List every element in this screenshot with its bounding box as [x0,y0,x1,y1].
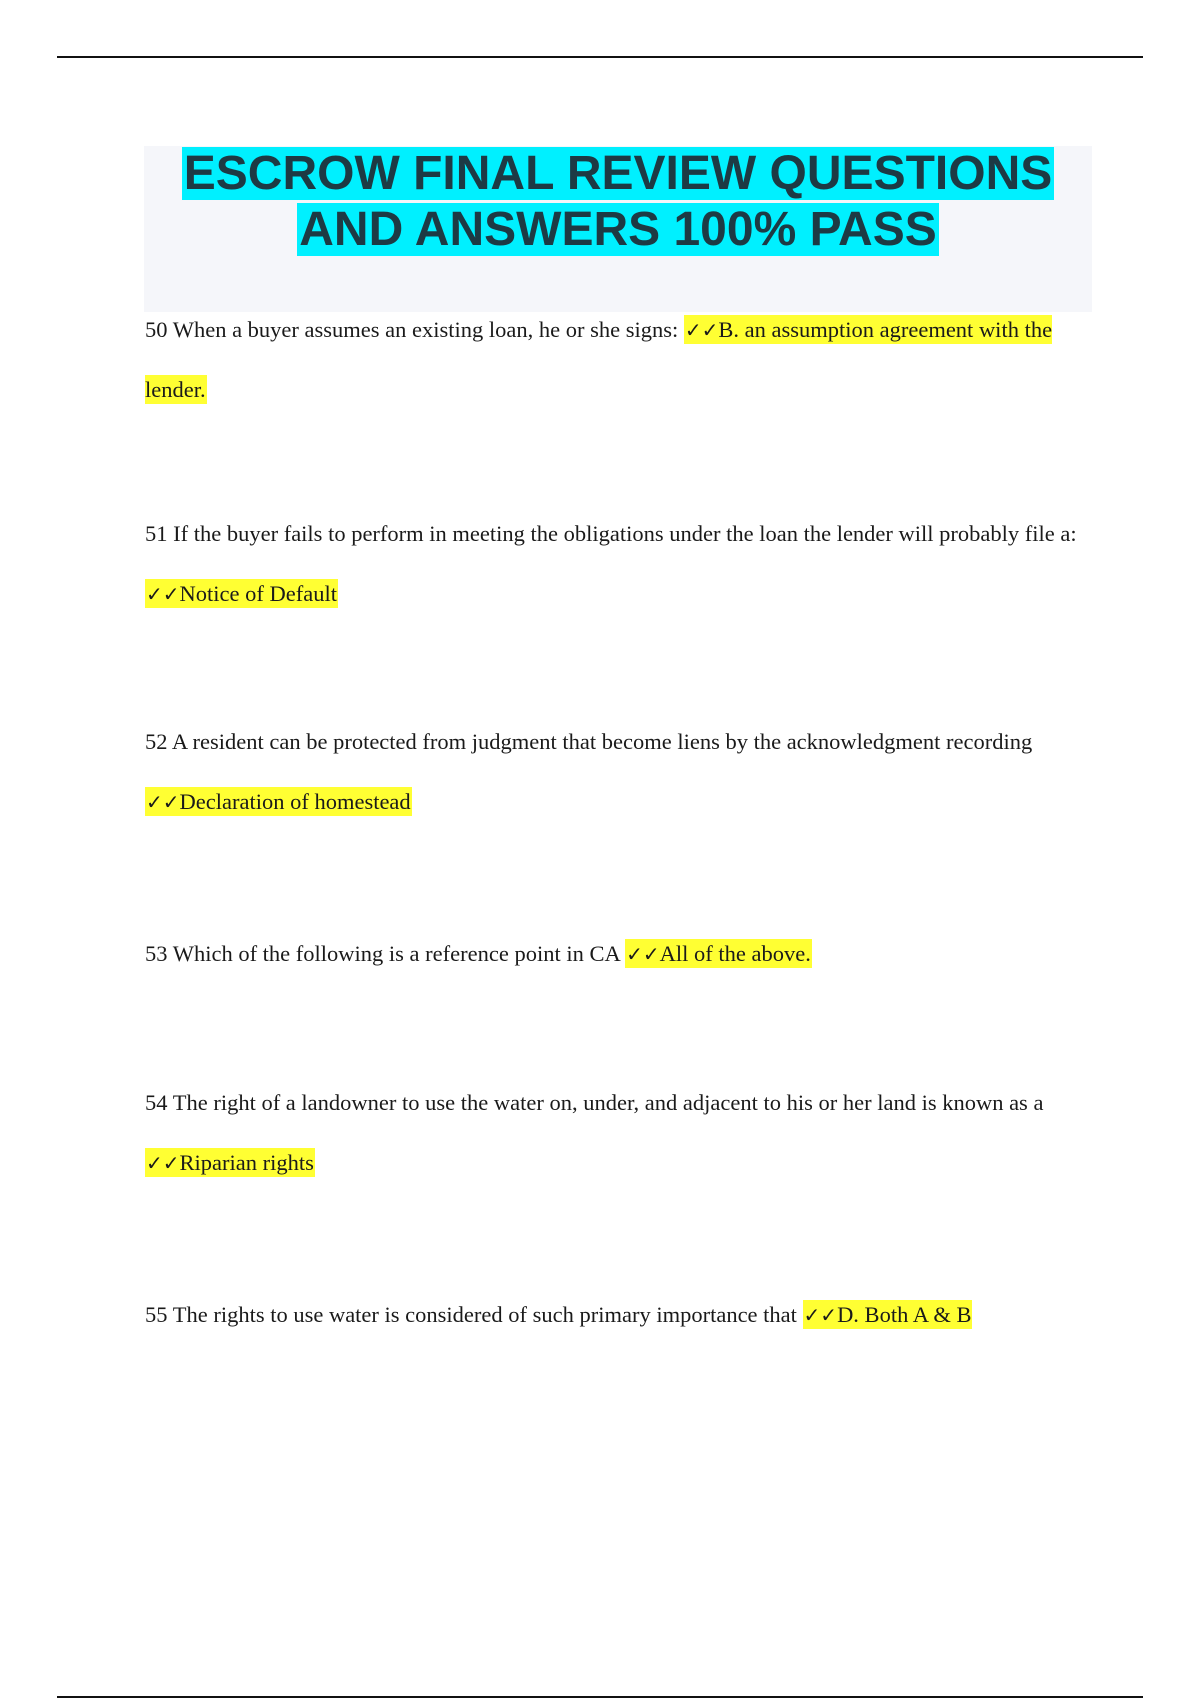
answer-highlight [803,1300,973,1329]
qa-item-55 [145,1285,1095,1345]
answer-text: D. Both A & B [837,1302,972,1327]
title-line-2: AND ANSWERS 100% PASS [299,203,937,256]
answer-highlight [625,939,812,968]
qa-item-52 [145,712,1095,832]
title-line-1: ESCROW FINAL REVIEW QUESTIONS [183,147,1053,200]
question-text: 55 The rights to use water is considered of such primary importance that [145,1302,797,1327]
double-check-icon: ✓✓ [626,942,660,966]
question-text: 51 If the buyer fails to perform in meeting the obligations under the loan the lender will probably file a: [145,521,1077,546]
qa-item-54 [145,1073,1095,1193]
answer-text: All of the above. [659,941,811,966]
top-rule [57,56,1143,58]
double-check-icon: ✓✓ [803,1303,838,1327]
bottom-rule [57,1696,1143,1698]
double-check-icon: ✓✓ [146,582,180,606]
document-title [144,146,1092,258]
question-text: 54 The right of a landowner to use the water on, under, and adjacent to his or her land is known as a [145,1090,1044,1115]
answer-highlight [145,787,412,816]
double-check-icon: ✓✓ [684,318,719,342]
title-banner [144,146,1092,312]
question-text: 50 When a buyer assumes an existing loan, he or she signs: [145,317,679,342]
question-text: 53 Which of the following is a reference point in CA [145,941,620,966]
answer-text: Declaration of homestead [179,789,411,814]
answer-text: B. an assumption agreement with the lender. [145,317,1053,402]
qa-item-50 [145,300,1095,420]
qa-item-53 [145,924,1095,984]
answer-highlight [145,579,338,608]
double-check-icon: ✓✓ [146,1151,180,1175]
answer-highlight [145,1148,315,1177]
answer-text: Riparian rights [179,1150,314,1175]
answer-text: Notice of Default [179,581,337,606]
qa-item-51 [145,504,1095,624]
question-text: 52 A resident can be protected from judgment that become liens by the acknowledgment recording [145,729,1033,754]
double-check-icon: ✓✓ [146,790,180,814]
